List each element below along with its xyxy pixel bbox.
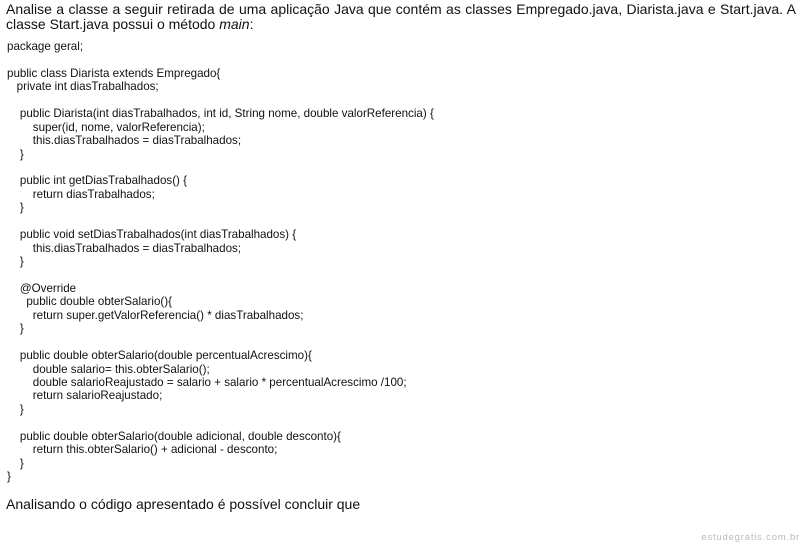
code-line: return this.obterSalario() + adicional - desconto; (7, 443, 278, 457)
code-line: @Override (7, 281, 77, 295)
code-line: public double obterSalario(double percentualAcrescimo){ (7, 349, 312, 363)
code-line: public void setDiasTrabalhados(int diasTrabalhados) { (7, 228, 297, 242)
site-watermark: estudegratis.com.br (701, 532, 800, 543)
code-line: } (7, 322, 24, 336)
code-line: super(id, nome, valorReferencia); (7, 120, 205, 134)
code-line: } (7, 456, 24, 470)
code-line: double salarioReajustado = salario + salario * percentualAcrescimo /100; (7, 375, 407, 389)
code-line: } (7, 255, 24, 268)
code-line: } (7, 201, 24, 215)
code-line (7, 53, 434, 66)
code-line: package geral; (7, 40, 84, 53)
code-line: public int getDiasTrabalhados() { (7, 174, 188, 188)
code-line: public Diarista(int diasTrabalhados, int id, String nome, double valorReferencia) { (7, 107, 434, 121)
code-line (7, 268, 434, 281)
code-line: } (7, 147, 24, 161)
question-intro (6, 2, 796, 32)
code-line: public double obterSalario(){ (7, 295, 172, 309)
code-line: public double obterSalario(double adicional, double desconto){ (7, 429, 341, 443)
code-line: double salario= this.obterSalario(); (7, 362, 210, 376)
code-listing (7, 40, 434, 483)
question-conclusion: Analisando o código apresentado é possível concluir que (6, 496, 361, 512)
code-line (7, 215, 434, 228)
code-line: public class Diarista extends Empregado{ (7, 66, 221, 80)
code-line (7, 94, 434, 107)
code-line: return super.getValorReferencia() * diasTrabalhados; (7, 308, 304, 322)
intro-colon: : (249, 16, 254, 32)
code-line: } (7, 470, 11, 483)
code-line: this.diasTrabalhados = diasTrabalhados; (7, 134, 242, 148)
code-line: private int diasTrabalhados; (7, 80, 159, 94)
code-line (7, 416, 434, 429)
code-line: return salarioReajustado; (7, 389, 163, 403)
code-line: } (7, 402, 24, 416)
code-line (7, 161, 434, 174)
intro-method-name: main (219, 16, 250, 32)
code-line: return diasTrabalhados; (7, 187, 155, 201)
code-line: this.diasTrabalhados = diasTrabalhados; (7, 241, 242, 255)
code-line (7, 336, 434, 349)
intro-text: Analise a classe a seguir retirada de uma aplicação Java que contém as classes Empregado.java, Diarista.java e Start.java. A classe Start.java possui o método (6, 1, 796, 32)
